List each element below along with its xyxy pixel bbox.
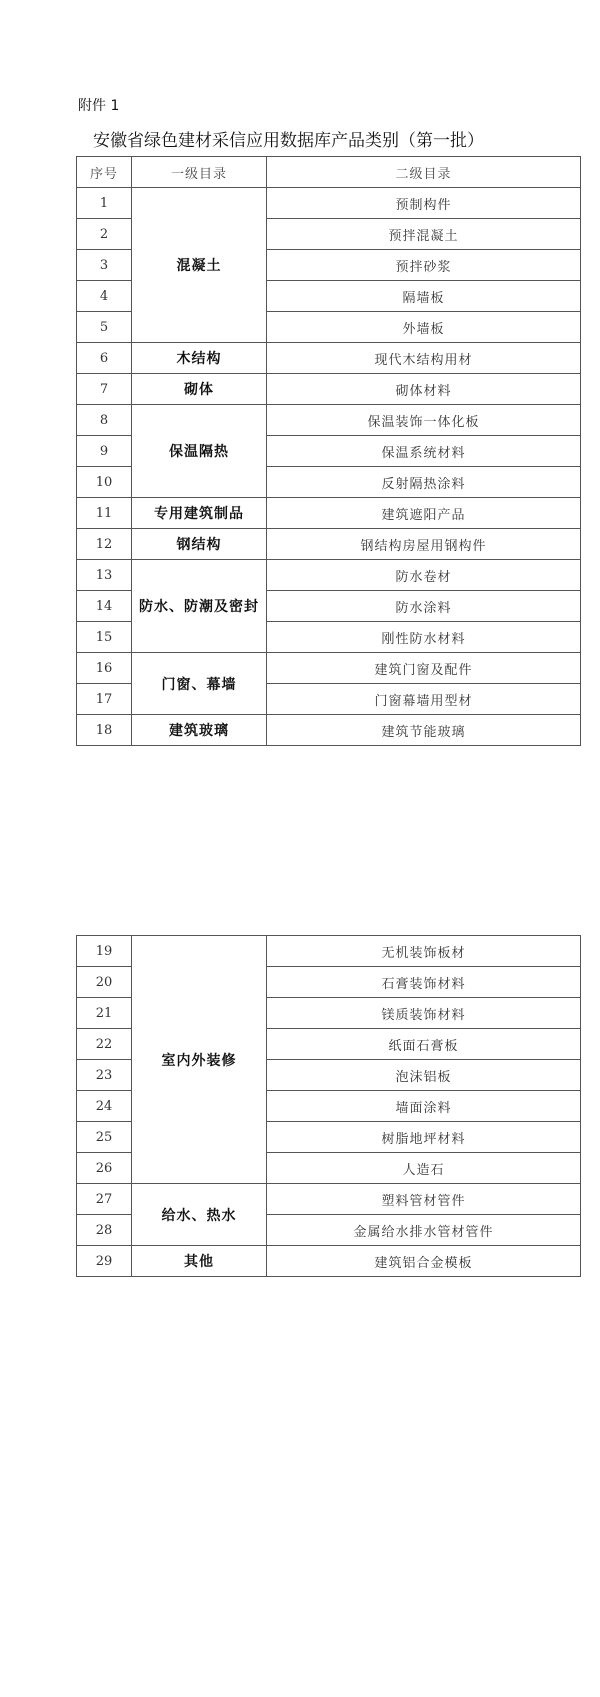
level1-category: 钢结构 (132, 529, 267, 560)
level2-item: 保温系统材料 (267, 436, 581, 467)
level1-category: 木结构 (132, 343, 267, 374)
table-row (77, 653, 581, 684)
table-row (77, 715, 581, 746)
table-row (77, 405, 581, 436)
row-number: 1 (77, 188, 132, 219)
level2-item: 钢结构房屋用钢构件 (267, 529, 581, 560)
level1-category: 砌体 (132, 374, 267, 405)
row-number: 10 (77, 467, 132, 498)
row-number: 9 (77, 436, 132, 467)
category-table-page1 (76, 156, 581, 746)
row-number: 7 (77, 374, 132, 405)
row-number: 15 (77, 622, 132, 653)
level2-item: 人造石 (267, 1153, 581, 1184)
header-level2: 二级目录 (267, 157, 581, 188)
level2-item: 树脂地坪材料 (267, 1122, 581, 1153)
level2-item: 预拌混凝土 (267, 219, 581, 250)
level2-item: 预拌砂浆 (267, 250, 581, 281)
row-number: 18 (77, 715, 132, 746)
level1-category: 建筑玻璃 (132, 715, 267, 746)
row-number: 2 (77, 219, 132, 250)
row-number: 16 (77, 653, 132, 684)
level1-category: 防水、防潮及密封 (132, 560, 267, 653)
document-title: 安徽省绿色建材采信应用数据库产品类别（第一批） (93, 131, 484, 151)
row-number: 4 (77, 281, 132, 312)
row-number: 13 (77, 560, 132, 591)
level2-item: 塑料管材管件 (267, 1184, 581, 1215)
row-number: 21 (77, 998, 132, 1029)
level2-item: 泡沫铝板 (267, 1060, 581, 1091)
header-no: 序号 (77, 157, 132, 188)
level2-item: 预制构件 (267, 188, 581, 219)
level2-item: 石膏装饰材料 (267, 967, 581, 998)
level2-item: 镁质装饰材料 (267, 998, 581, 1029)
level2-item: 建筑遮阳产品 (267, 498, 581, 529)
table-body-page2 (77, 936, 581, 1277)
row-number: 29 (77, 1246, 132, 1277)
table-row (77, 560, 581, 591)
row-number: 11 (77, 498, 132, 529)
table-body-page1 (77, 188, 581, 746)
table-row (77, 374, 581, 405)
row-number: 28 (77, 1215, 132, 1246)
level2-item: 砌体材料 (267, 374, 581, 405)
level2-item: 墙面涂料 (267, 1091, 581, 1122)
table-row (77, 1246, 581, 1277)
level2-item: 无机装饰板材 (267, 936, 581, 967)
level2-item: 刚性防水材料 (267, 622, 581, 653)
table-header-row (77, 157, 581, 188)
level1-category: 门窗、幕墙 (132, 653, 267, 715)
row-number: 25 (77, 1122, 132, 1153)
row-number: 20 (77, 967, 132, 998)
row-number: 22 (77, 1029, 132, 1060)
level1-category: 专用建筑制品 (132, 498, 267, 529)
level1-category: 保温隔热 (132, 405, 267, 498)
level2-item: 金属给水排水管材管件 (267, 1215, 581, 1246)
table-row (77, 936, 581, 967)
row-number: 5 (77, 312, 132, 343)
row-number: 6 (77, 343, 132, 374)
table-row (77, 498, 581, 529)
level2-item: 现代木结构用材 (267, 343, 581, 374)
row-number: 14 (77, 591, 132, 622)
level2-item: 纸面石膏板 (267, 1029, 581, 1060)
level1-category: 给水、热水 (132, 1184, 267, 1246)
row-number: 17 (77, 684, 132, 715)
table-row (77, 343, 581, 374)
level2-item: 外墙板 (267, 312, 581, 343)
level2-item: 反射隔热涂料 (267, 467, 581, 498)
level2-item: 防水卷材 (267, 560, 581, 591)
header-level1: 一级目录 (132, 157, 267, 188)
table-row (77, 188, 581, 219)
table-row (77, 529, 581, 560)
row-number: 27 (77, 1184, 132, 1215)
level1-category: 其他 (132, 1246, 267, 1277)
category-table-page2 (76, 935, 581, 1277)
level2-item: 建筑节能玻璃 (267, 715, 581, 746)
level2-item: 保温装饰一体化板 (267, 405, 581, 436)
row-number: 8 (77, 405, 132, 436)
row-number: 24 (77, 1091, 132, 1122)
row-number: 12 (77, 529, 132, 560)
level1-category: 室内外装修 (132, 936, 267, 1184)
level2-item: 隔墙板 (267, 281, 581, 312)
level2-item: 建筑铝合金模板 (267, 1246, 581, 1277)
level2-item: 建筑门窗及配件 (267, 653, 581, 684)
attachment-label: 附件 1 (78, 98, 120, 114)
row-number: 23 (77, 1060, 132, 1091)
row-number: 3 (77, 250, 132, 281)
row-number: 26 (77, 1153, 132, 1184)
level2-item: 防水涂料 (267, 591, 581, 622)
level1-category: 混凝土 (132, 188, 267, 343)
level2-item: 门窗幕墙用型材 (267, 684, 581, 715)
row-number: 19 (77, 936, 132, 967)
table-row (77, 1184, 581, 1215)
